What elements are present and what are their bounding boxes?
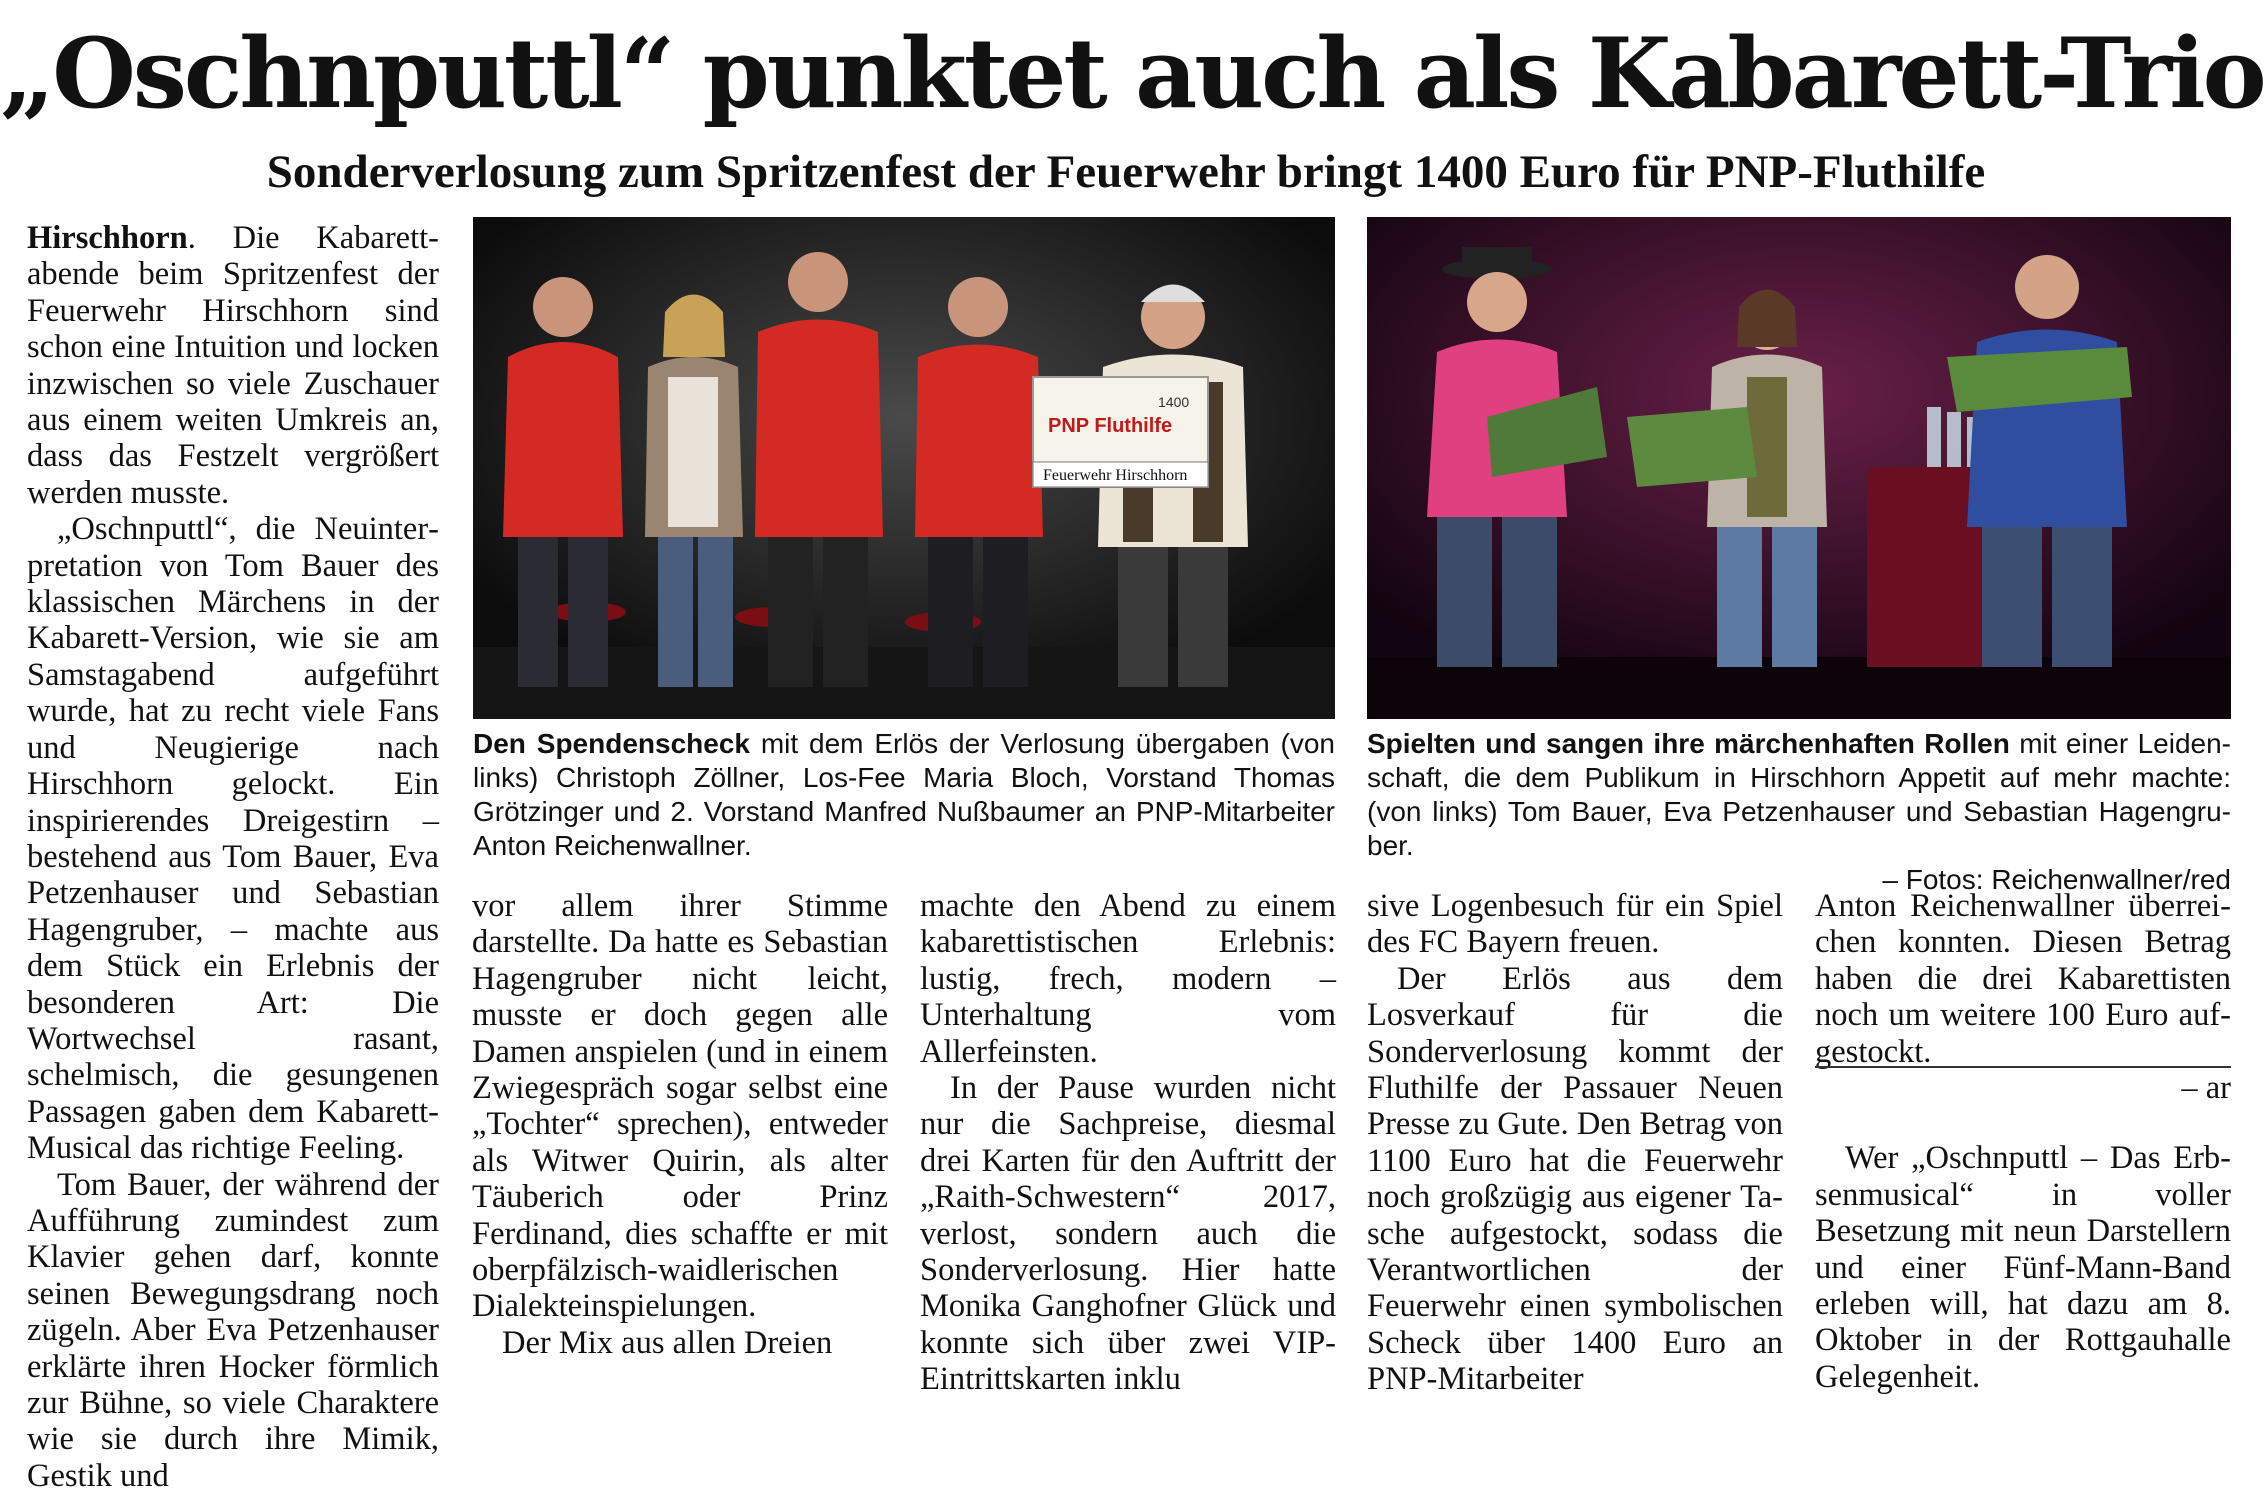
article-column-2 (472, 888, 888, 1361)
subheadline: Sonderverlosung zum Spritzenfest der Feuerwehr bringt 1400 Euro für PNP-Fluthilfe (266, 146, 1986, 198)
article-paragraph: Anton Reichenwallner überreichen konnten. Diesen Betrag haben die drei Kabarettisten noch um weitere 100 Euro aufgestockt. (1815, 888, 2231, 1070)
check-signature: Feuerwehr Hirschhorn (1043, 467, 1188, 484)
headline: „Oschnputtl“ punktet auch als Kabarett-Trio (0, 17, 2264, 130)
check-recipient: PNP Fluthilfe (1048, 415, 1173, 437)
photo-check-handover-image (473, 217, 1335, 719)
article-paragraph: Tom Bauer, der während der Aufführung zumindest zum Klavier gehen darf, konnte seinen Bewegungsdrang noch zügeln. Aber Eva Petzenhauser erklärte ihren Hocker förmlich zur Bühne, so viele Charaktere wie sie durch ihre Mimik, Gestik und (27, 1166, 439, 1494)
article-column-1 (27, 220, 439, 1494)
caption-text: mit einer Leidenschaft, die dem Publikum in Hirschhorn Appetit auf mehr machte: (von links) Tom Bauer, Eva Petzenhauser und Sebastian Hagengruber. (1367, 728, 2231, 861)
photo-caption-2 (1367, 727, 2231, 897)
photo-cabaret-trio-image (1367, 217, 2231, 719)
author-signature: – ar (2181, 1070, 2231, 1107)
donation-check (1033, 377, 1208, 487)
article-column-4 (1367, 888, 1783, 1398)
event-note: Wer „Oschnputtl – Das Erbsenmusical“ in voller Besetzung mit neun Darstellern und einer Fünf-Mann-Band erleben will, hat dazu am 8. Oktober in der Rottgauhalle Gelegenheit. (1815, 1140, 2231, 1395)
caption-text: mit dem Erlös der Verlosung übergaben (von links) Christoph Zöllner, Los-Fee Maria Bloch, Vorstand Thomas Grötzinger und 2. Vorstand Manfred Nußbaumer an PNP-Mitarbeiter Anton Reichenwallner. (473, 728, 1336, 861)
article-paragraph: machte den Abend zu einem kabarettistischen Erlebnis: lustig, frech, modern – Unterhaltung vom Allerfeinsten. (920, 888, 1336, 1070)
photo-credit: – Fotos: Reichenwallner/red (1882, 864, 2231, 895)
caption-lead: Spielten und sangen ihre märchenhaften Rollen (1367, 728, 2010, 759)
photo-caption-1 (473, 727, 1335, 863)
column-divider-rule (1815, 1066, 2231, 1068)
check-amount: 1400 (1158, 394, 1190, 410)
article-paragraph: „Oschnputtl“, die Neuinterpretation von Tom Bauer des klassischen Märchens in der Kabarett-Version, wie sie am Samstagabend aufgeführt wurde, hat zu recht viele Fans und Neugierige nach Hirschhorn gelockt. Ein inspirierendes Dreigestirn – bestehend aus Tom Bauer, Eva Petzenhauser und Sebastian Hagengruber, – machte aus dem Stück ein Erlebnis der besonderen Art: Die Wortwechsel rasant, schelmisch, die gesungenen Passagen gaben dem Kabarett-Musical das richtige Feeling. (27, 511, 439, 1167)
photo-cabaret-trio (1367, 217, 2231, 719)
article-paragraph: Der Mix aus allen Dreien (502, 1324, 833, 1361)
article-column-3 (920, 888, 1336, 1398)
article-paragraph: Der Erlös aus dem Losverkauf für die Sonderverlosung kommt der Fluthilfe der Passauer Neuen Presse zu Gute. Den Betrag von 1100 Euro hat die Feuerwehr noch großzügig aus eigener Tasche aufgestockt, sodass die Verantwortlichen der Feuerwehr einen symbolischen Scheck über 1400 Euro an PNP-Mitarbeiter (1367, 960, 1783, 1398)
article-paragraph (27, 220, 439, 511)
article-paragraph: sive Logenbesuch für ein Spiel des FC Bayern freuen. (1367, 888, 1783, 961)
caption-lead: Den Spendenscheck (473, 728, 750, 759)
dateline: Hirschhorn (27, 220, 188, 256)
article-paragraph: In der Pause wurden nicht nur die Sachpreise, diesmal drei Karten für den Auftritt der „Raith-Schwestern“ 2017, verlost, sondern auch die Sonderverlosung. Hier hatte Monika Ganghofner Glück und konnte sich über zwei VIP-Eintrittskarten inklu (920, 1070, 1336, 1398)
article-column-5 (1815, 888, 2231, 1395)
article-paragraph: vor allem ihrer Stimme darstellte. Da hatte es Sebastian Hagengruber nicht leicht, musste er doch gegen alle Damen anspielen (und in einem Zwiegespräch sogar selbst eine „Tochter“ sprechen), entweder als Witwer Quirin, als alter Täuberich oder Prinz Ferdinand, dies schaffte er mit oberpfälzisch-waidlerischen Dialekteinspielungen. (472, 888, 888, 1325)
paragraph-text: . Die Kabarettabende beim Spritzenfest der Feuerwehr Hirschhorn sind schon eine Intuition und locken inzwischen so viele Zuschauer aus einem weiten Umkreis an, dass das Festzelt vergrößert werden musste. (27, 220, 439, 511)
photo-check-handover (473, 217, 1335, 719)
